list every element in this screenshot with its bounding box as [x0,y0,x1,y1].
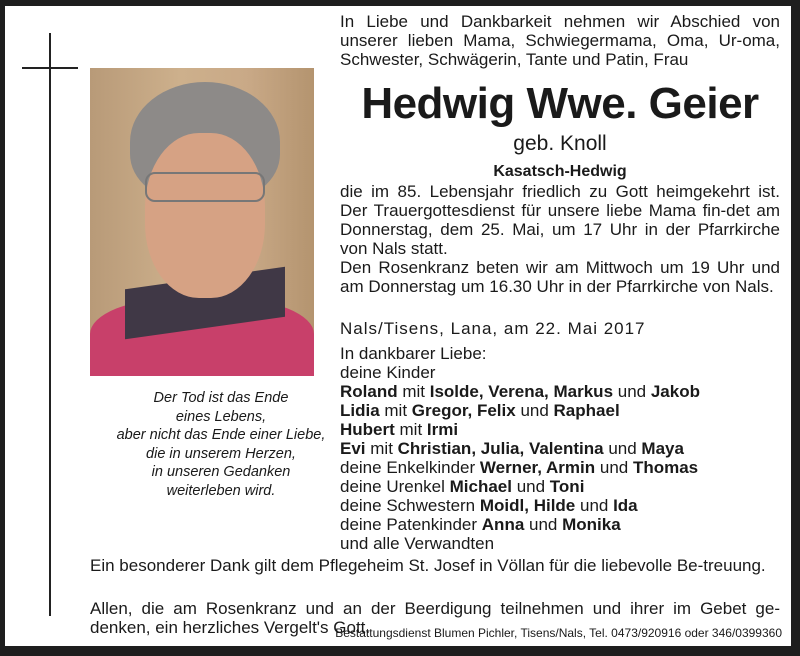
family-member-name: Werner, Armin [479,458,596,477]
quote-line: in unseren Gedanken [151,464,291,480]
family-member-name: Monika [562,515,621,534]
family-member-name: Maya [641,439,684,458]
family-line [340,401,780,420]
undertaker-info: Bestattungsdienst Blumen Pichler, Tisens/Nals, Tel. 0473/920916 oder 346/0399360 [335,626,782,640]
place-date: Nals/Tisens, Lana, am 22. Mai 2017 [340,319,646,338]
closing-text: Allen, die am Rosenkranz und an der Beerdigung teilnehmen und ihrer im Gebet ge-denken, ein herzliches Vergelt's Gott. [90,599,780,637]
family-member-name: Thomas [632,458,699,477]
family-connector: deine Urenkel [340,477,450,496]
rosary-text: Den Rosenkranz beten wir am Mittwoch um 19 Uhr und am Donnerstag um 16.30 Uhr in der Pfarrkirche von Nals. [340,258,780,296]
family-member-name: Irmi [426,420,459,439]
family-connector: und [515,401,554,420]
quote-line: Der Tod ist das Ende [153,390,289,406]
nickname: Kasatsch-Hedwig [493,163,627,180]
portrait-photo [90,68,314,376]
family-member-name: Michael [449,477,512,496]
quote-line: aber nicht das Ende einer Liebe, [116,427,326,443]
family-connector: mit [365,439,398,458]
intro-text: In Liebe und Dankbarkeit nehmen wir Abschied von unserer lieben Mama, Schwiegermama, Oma, Ur-oma, Schwester, Schwägerin, Tante und Patin, Frau [340,12,780,69]
family-member-name: Hubert [340,420,395,439]
family-member-name: Toni [549,477,585,496]
family-connector: deine Enkelkinder [340,458,480,477]
family-member-name: Christian, Julia, Valentina [397,439,604,458]
family-member-name: Lidia [340,401,380,420]
relatives-line: und alle Verwandten [340,534,495,553]
family-member-name: Jakob [650,382,700,401]
family-line [340,382,780,401]
cross-icon-bar [22,67,78,69]
family-connector: mit [394,420,427,439]
funeral-service-text: die im 85. Lebensjahr friedlich zu Gott heimgekehrt ist. Der Trauergottesdienst für unsere liebe Mama fin-det am Donnerstag, dem 25. Mai, um 17 Uhr in der Pfarrkirche von Nals statt. [340,182,780,258]
family-connector: deine Schwestern [340,496,480,515]
family-connector: deine Patenkinder [340,515,482,534]
cross-icon [49,33,51,616]
quote-line: eines Lebens, [175,408,267,425]
service-details [340,182,780,296]
quote-line: weiterleben wird. [166,482,276,499]
deceased-name: Hedwig Wwe. Geier [361,79,759,128]
family-member-name: Anna [481,515,525,534]
family-member-name: Evi [340,439,366,458]
family-connector: und [603,439,642,458]
thanks-text: Ein besonderer Dank gilt dem Pflegeheim St. Josef in Völlan für die liebevolle Be-treuung. [90,556,766,575]
family-member-name: Moidl, Hilde [479,496,576,515]
family-member-name: Gregor, Felix [411,401,516,420]
family-connector: und [511,477,550,496]
family-line [340,477,780,496]
family-connector: und [595,458,633,477]
family-intro: In dankbarer Liebe: [340,344,487,363]
family-connector: und [524,515,563,534]
maiden-name: geb. Knoll [513,132,607,155]
family-line [340,515,780,534]
family-line [340,458,780,477]
family-member-name: Roland [340,382,398,401]
children-label: deine Kinder [340,363,436,382]
family-line [340,496,780,515]
family-member-name: Raphael [553,401,620,420]
quote-line: die in unserem Herzen, [146,445,296,462]
family-list [340,344,780,553]
memorial-quote [110,389,332,500]
family-connector: mit [379,401,412,420]
family-connector: und [613,382,651,401]
family-member-name: Ida [613,496,638,515]
family-member-name: Isolde, Verena, Markus [429,382,614,401]
family-line [340,439,780,458]
family-line [340,420,780,439]
family-connector: und [575,496,614,515]
family-connector: mit [397,382,430,401]
